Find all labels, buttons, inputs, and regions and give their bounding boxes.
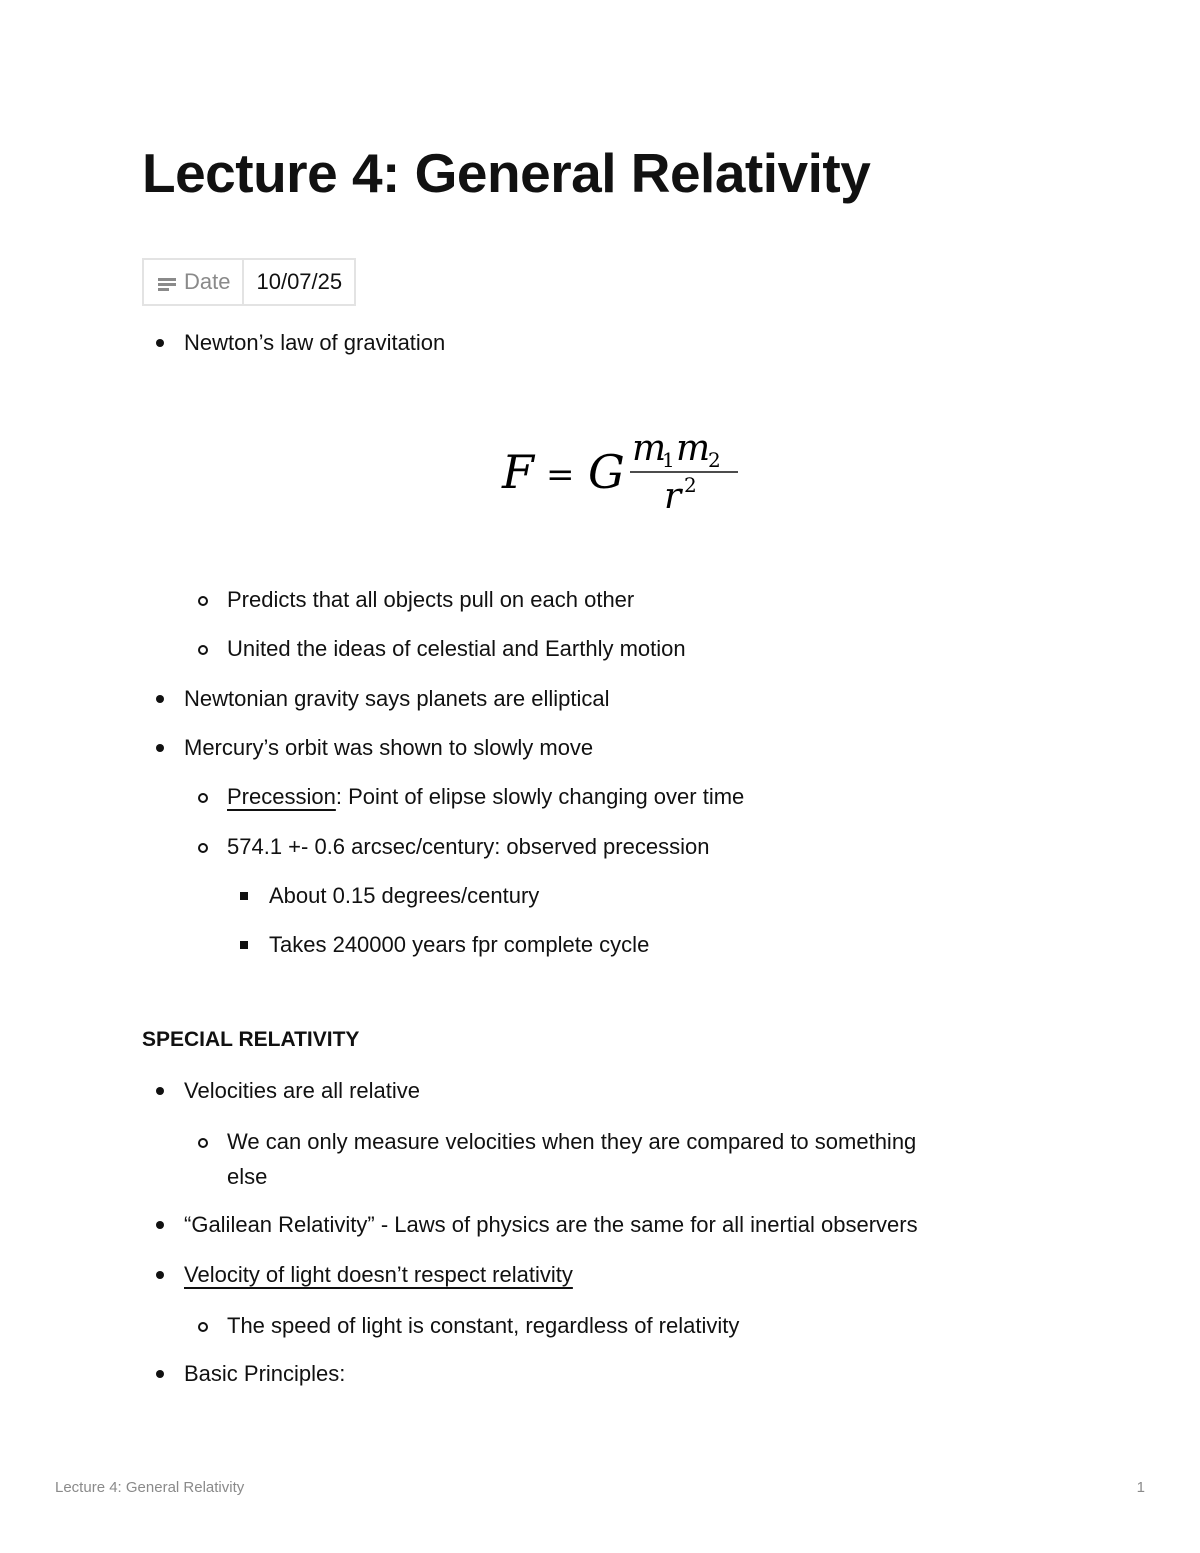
formula-equals: = (546, 455, 575, 495)
list-item: “Galilean Relativity” - Laws of physics are the same for all inertial observers (184, 1212, 918, 1237)
formula-F: F (502, 445, 534, 499)
underlined-text: Velocity of light doesn’t respect relativity (184, 1262, 573, 1287)
property-label: Date (184, 269, 231, 294)
property-value-date[interactable]: 10/07/25 (256, 269, 343, 294)
text-lines-icon (158, 278, 176, 292)
list-item (184, 1261, 573, 1289)
list-item: The speed of light is constant, regardless of relativity (227, 1313, 740, 1338)
list-item-continuation: else (227, 1164, 268, 1189)
list-item: Basic Principles: (184, 1361, 346, 1386)
formula-sub2: 2 (708, 448, 721, 472)
formula-exponent: 2 (684, 473, 697, 497)
list-item (227, 783, 744, 811)
bullet-circle (198, 843, 208, 853)
bullet-disc (156, 339, 164, 347)
precession-term: Precession (227, 784, 336, 809)
list-item: United the ideas of celestial and Earthly motion (227, 636, 686, 661)
list-item: Mercury’s orbit was shown to slowly move (184, 735, 594, 760)
bullet-square (240, 892, 248, 900)
list-item: Predicts that all objects pull on each other (227, 587, 635, 612)
page-number: 1 (1136, 1479, 1145, 1496)
bullet-disc (156, 1087, 164, 1095)
bullet-disc (156, 695, 164, 703)
formula-G: G (588, 445, 625, 499)
list-item: Newton’s law of gravitation (184, 330, 446, 355)
list-item: About 0.15 degrees/century (269, 883, 540, 908)
page-title: Lecture 4: General Relativity (142, 142, 871, 204)
property-table (142, 258, 356, 306)
list-item: We can only measure velocities when they are compared to something (227, 1129, 917, 1154)
bullet-disc (156, 1370, 164, 1378)
list-item: Takes 240000 years fpr complete cycle (269, 932, 650, 957)
formula-sub1: 1 (662, 448, 675, 472)
bullet-circle (198, 596, 208, 606)
formula-m1: m (632, 428, 667, 469)
bullet-circle (198, 1138, 208, 1148)
section-heading: SPECIAL RELATIVITY (142, 1028, 360, 1051)
bullet-square (240, 941, 248, 949)
property-name-date[interactable] (144, 260, 244, 304)
bullet-disc (156, 744, 164, 752)
bullet-circle (198, 1322, 208, 1332)
bullet-disc (156, 1271, 164, 1279)
bullet-circle (198, 645, 208, 655)
formula-m2: m (676, 428, 711, 469)
bullet-disc (156, 1221, 164, 1229)
newton-gravitation-formula (498, 428, 748, 518)
precession-definition: : Point of elipse slowly changing over time (335, 784, 745, 809)
formula-r: r (664, 476, 682, 517)
footer-title: Lecture 4: General Relativity (55, 1479, 245, 1496)
bullet-circle (198, 793, 208, 803)
list-item: 574.1 +- 0.6 arcsec/century: observed precession (227, 834, 710, 859)
list-item: Velocities are all relative (184, 1078, 421, 1103)
list-item: Newtonian gravity says planets are elliptical (184, 686, 610, 711)
